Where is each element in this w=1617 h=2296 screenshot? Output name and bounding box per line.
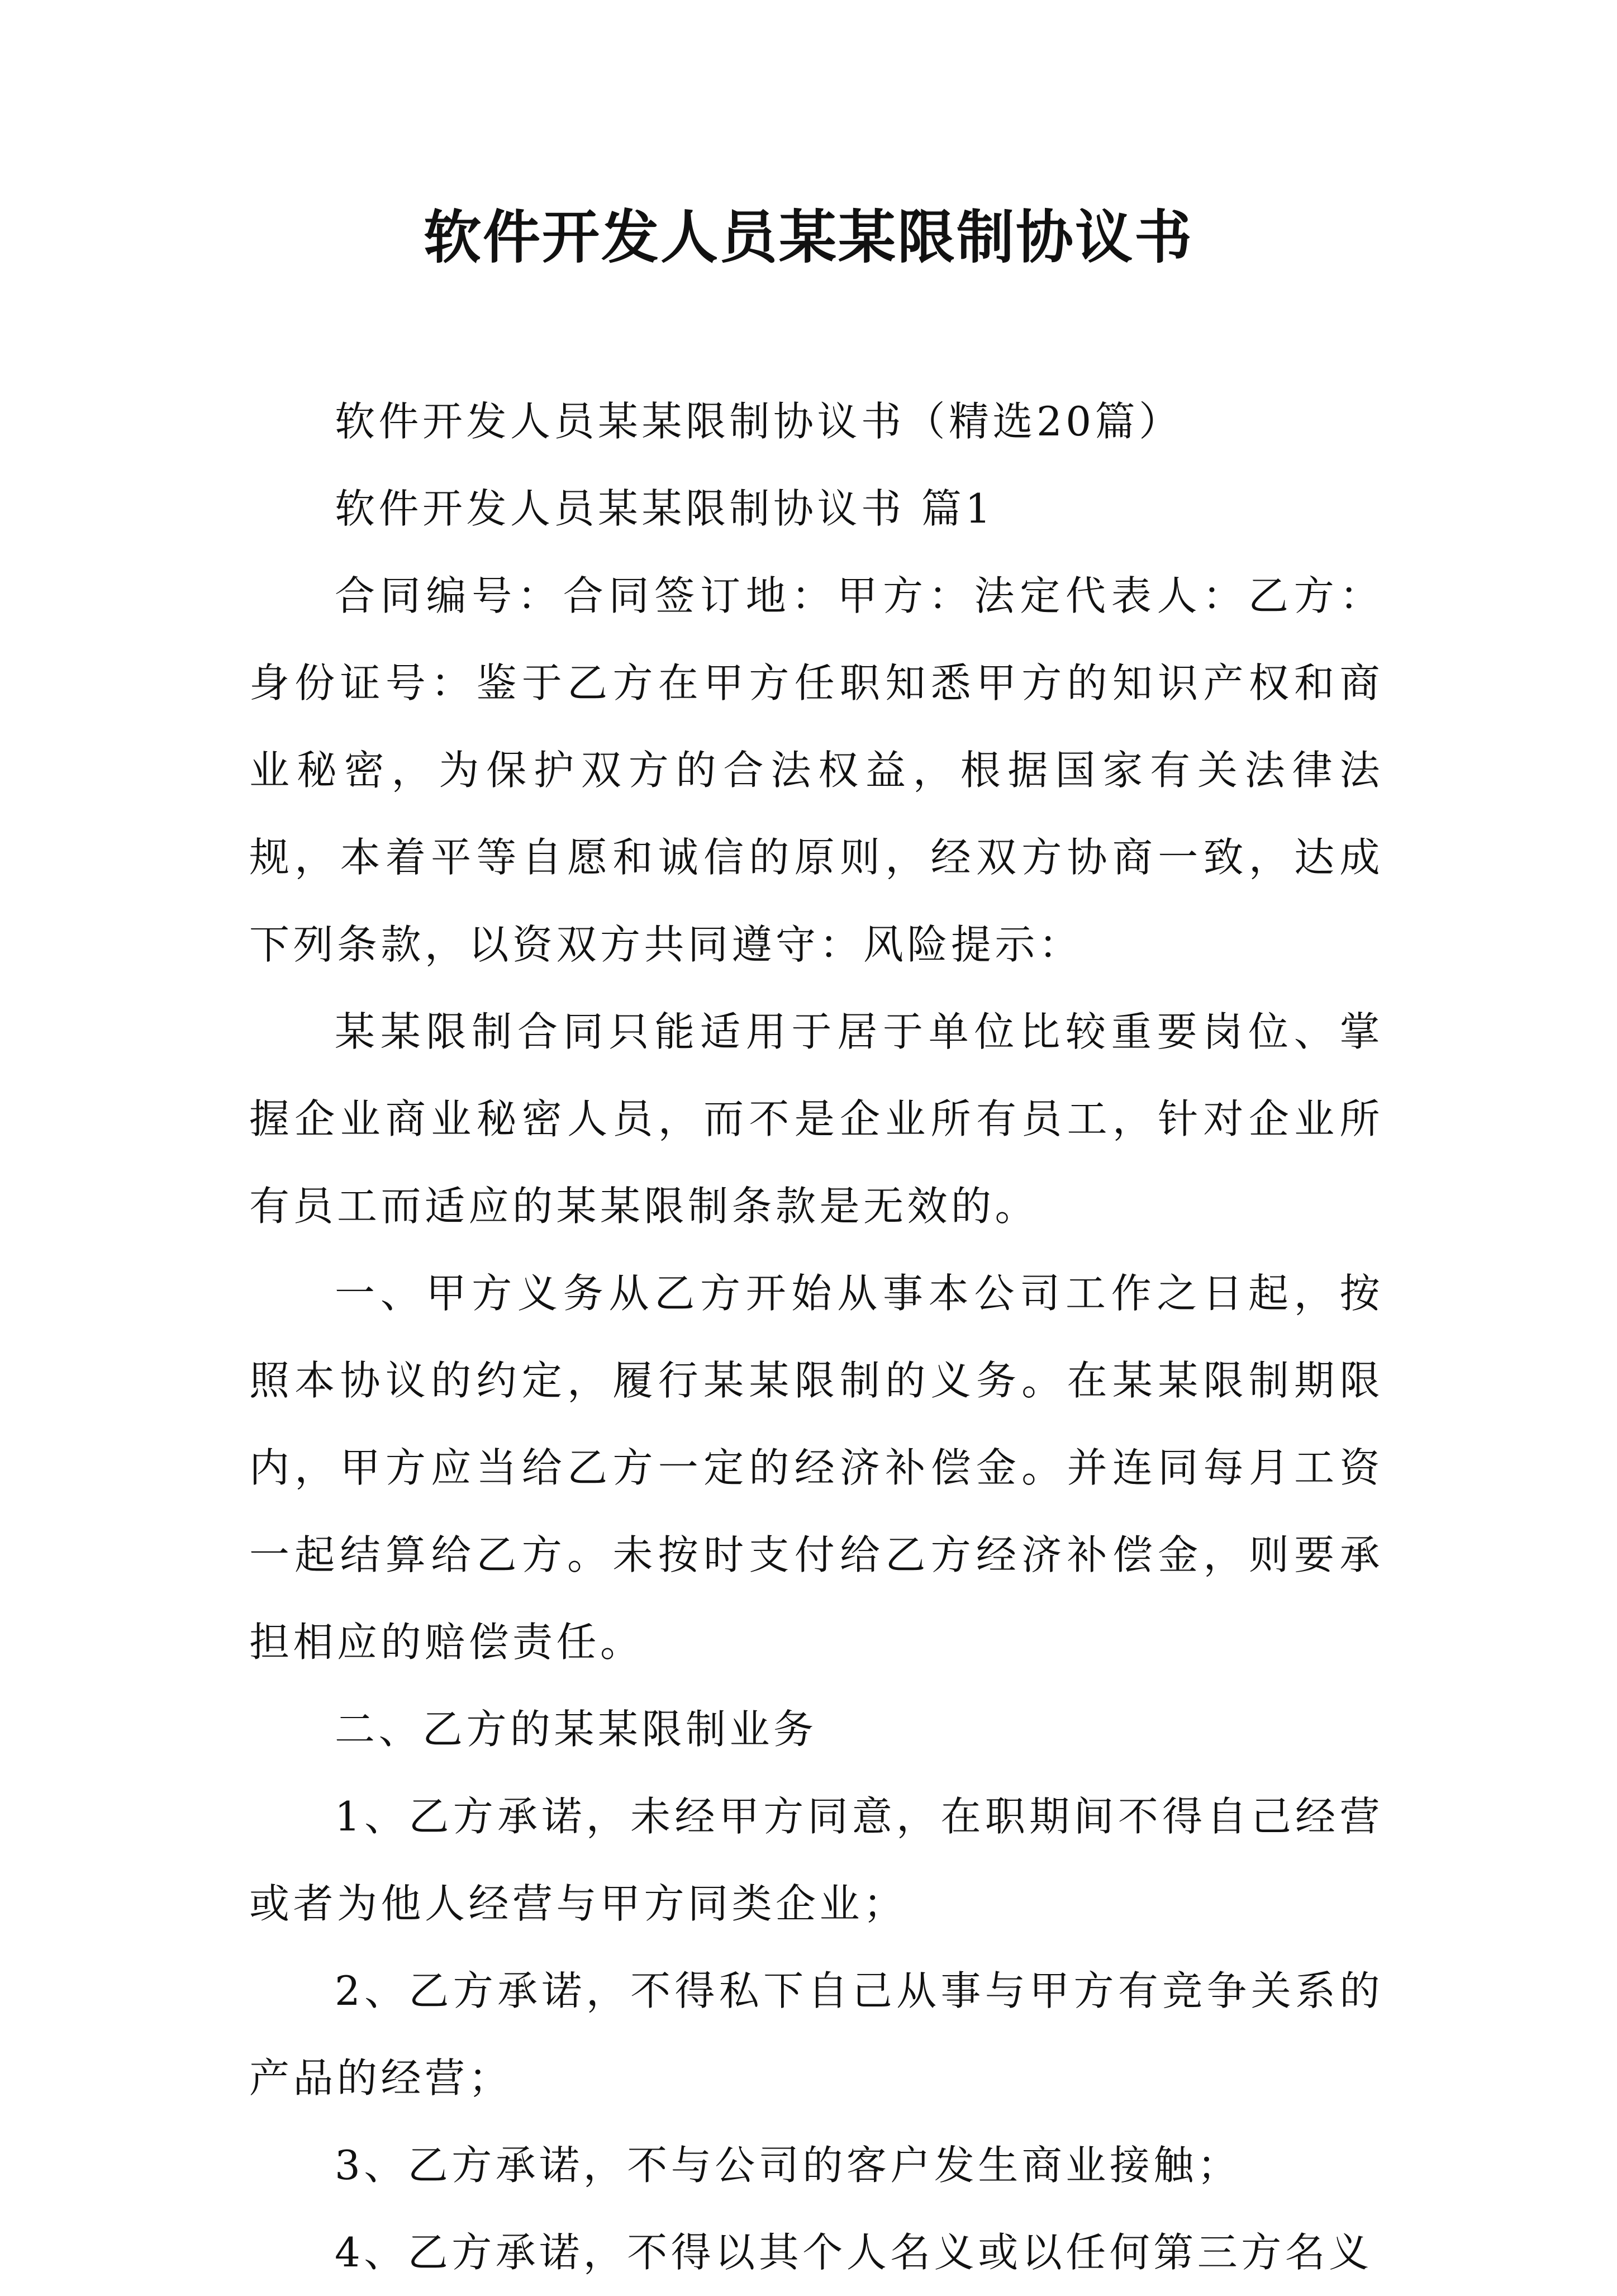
paragraph-clause-1: 一、甲方义务从乙方开始从事本公司工作之日起，按照本协议的约定，履行某某限制的义务。在某某限制期限内，甲方应当给乙方一定的经济补偿金。并连同每月工资一起结算给乙方。未按时支付给乙方经济补偿金，则要承担相应的赔偿责任。 (249, 1270, 1383, 1666)
paragraph-item-1: 1、乙方承诺，未经甲方同意，在职期间不得自己经营或者为他人经营与甲方同类企业； (249, 1793, 1383, 1927)
document-body (249, 378, 1383, 2296)
paragraph-item-3: 3、乙方承诺，不与公司的客户发生商业接触； (335, 2142, 1242, 2189)
paragraph-section-heading: 软件开发人员某某限制协议书 篇1 (335, 485, 995, 532)
paragraph-clause-2-heading: 二、乙方的某某限制业务 (335, 1706, 817, 1753)
paragraph-preamble: 合同编号：合同签订地：甲方：法定代表人：乙方：身份证号：鉴于乙方在甲方任职知悉甲方的知识产权和商业秘密，为保护双方的合法权益，根据国家有关法律法规，本着平等自愿和诚信的原则，经双方协商一致，达成下列条款，以资双方共同遵守：风险提示： (249, 572, 1383, 968)
paragraph-subtitle: 软件开发人员某某限制协议书（精选20篇） (335, 398, 1183, 445)
paragraph-item-4: 4、乙方承诺，不得以其个人名义或以任何第三方名义 (335, 2229, 1373, 2276)
paragraph-item-2: 2、乙方承诺，不得私下自己从事与甲方有竞争关系的产品的经营； (249, 1967, 1383, 2101)
paragraph-risk-note: 某某限制合同只能适用于居于单位比较重要岗位、掌握企业商业秘密人员，而不是企业所有员工，针对企业所有员工而适应的某某限制条款是无效的。 (249, 1008, 1383, 1230)
document-title: 软件开发人员某某限制协议书 (424, 204, 1193, 271)
